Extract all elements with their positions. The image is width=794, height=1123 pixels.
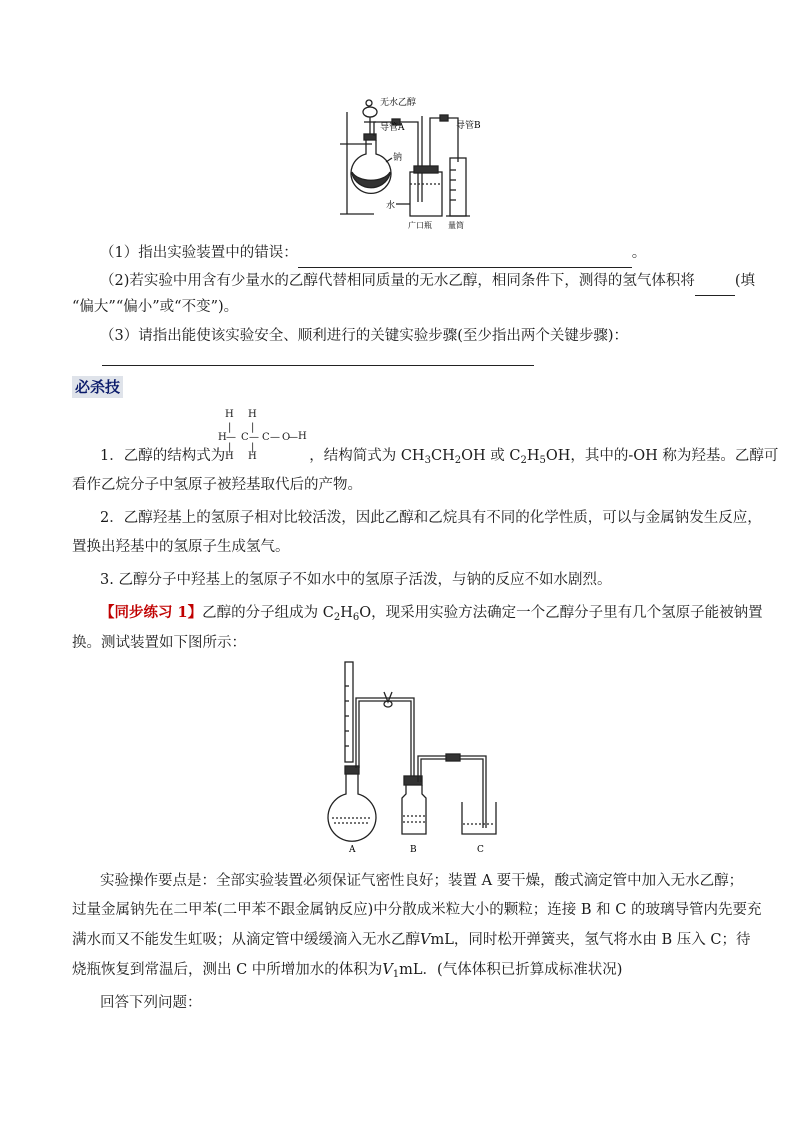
label-cylinder: 量筒 xyxy=(448,221,464,230)
section-title: 必杀技 xyxy=(72,374,123,400)
label-bottle: 广口瓶 xyxy=(408,221,432,230)
exercise-line-1: 【同步练习 1】乙醇的分子组成为 $C_2H_6O$，现采用实验方法确定一个乙醇分子里有几个氢原子能被钠置 xyxy=(100,604,763,623)
answer-prompt: 回答下列问题： xyxy=(100,995,202,1011)
question-1: （1）指出实验装置中的错误： 。 xyxy=(100,238,760,268)
label-ethanol: 无水乙醇 xyxy=(380,98,417,108)
label-a: A xyxy=(349,845,356,855)
label-tube-a: 导管A xyxy=(380,123,405,133)
point-3: 3. 乙醇分子中羟基上的氢原子不如水中的氢原子活泼，与钠的反应不如水剧烈。 xyxy=(100,572,612,588)
question-3: （3）请指出能使该实验安全、顺利进行的关键实验步骤(至少指出两个关键步骤)： xyxy=(100,328,629,344)
label-c: C xyxy=(477,845,484,855)
point-1-line-2: 看作乙烷分子中氢原子被羟基取代后的产物。 xyxy=(72,477,362,493)
structural-formula: H H | | H — C — C — O — | | H H xyxy=(218,409,298,462)
procedure-line-2: 过量金属钠先在二甲苯(二甲苯不跟金属钠反应)中分散成米粒大小的颗粒；连接 B 和 C 的玻璃导管内先要充 xyxy=(72,902,762,918)
figure-apparatus-1 xyxy=(330,92,520,232)
procedure-line-1: 实验操作要点是：全部实验装置必须保证气密性良好；装置 A 要干燥，酸式滴定管中加入无水乙醇； xyxy=(100,873,744,889)
point-1-line-1: 1．乙醇的结构式为 ，结构简式为 $CH_3CH_2OH$ 或 $C_2H_5OH$，其中的-OH 称为羟基。乙醇可 xyxy=(100,448,779,466)
label-sodium: 钠 xyxy=(393,153,403,163)
question-2-line-1: （2)若实验中用含有少量水的乙醇代替相同质量的无水乙醇，相同条件下，测得的氢气体积将 (填 xyxy=(100,266,760,296)
label-water: 水 xyxy=(386,201,396,211)
exercise-line-2: 换。测试装置如下图所示： xyxy=(72,635,246,651)
point-2-line-2: 置换出羟基中的氢原子生成氢气。 xyxy=(72,539,290,555)
label-tube-b: 导管B xyxy=(456,121,481,131)
procedure-line-3: 满水而又不能发生虹吸；从滴定管中缓缓滴入无水乙醇VmL，同时松开弹簧夹，氢气将水由 B 压入 C；待 xyxy=(72,932,751,948)
label-b: B xyxy=(410,845,417,855)
figure-apparatus-2 xyxy=(322,656,512,860)
question-2-line-2: “偏大”“偏小”或“不变”)。 xyxy=(72,299,239,315)
answer-line-3 xyxy=(102,365,534,366)
point-2-line-1: 2．乙醇羟基上的氢原子相对比较活泼，因此乙醇和乙烷具有不同的化学性质，可以与金属钠发生反应， xyxy=(100,510,762,526)
procedure-line-4: 烧瓶恢复到常温后，测出 C 中所增加水的体积为$V_1mL$．(气体体积已折算成标准状况) xyxy=(72,962,623,980)
